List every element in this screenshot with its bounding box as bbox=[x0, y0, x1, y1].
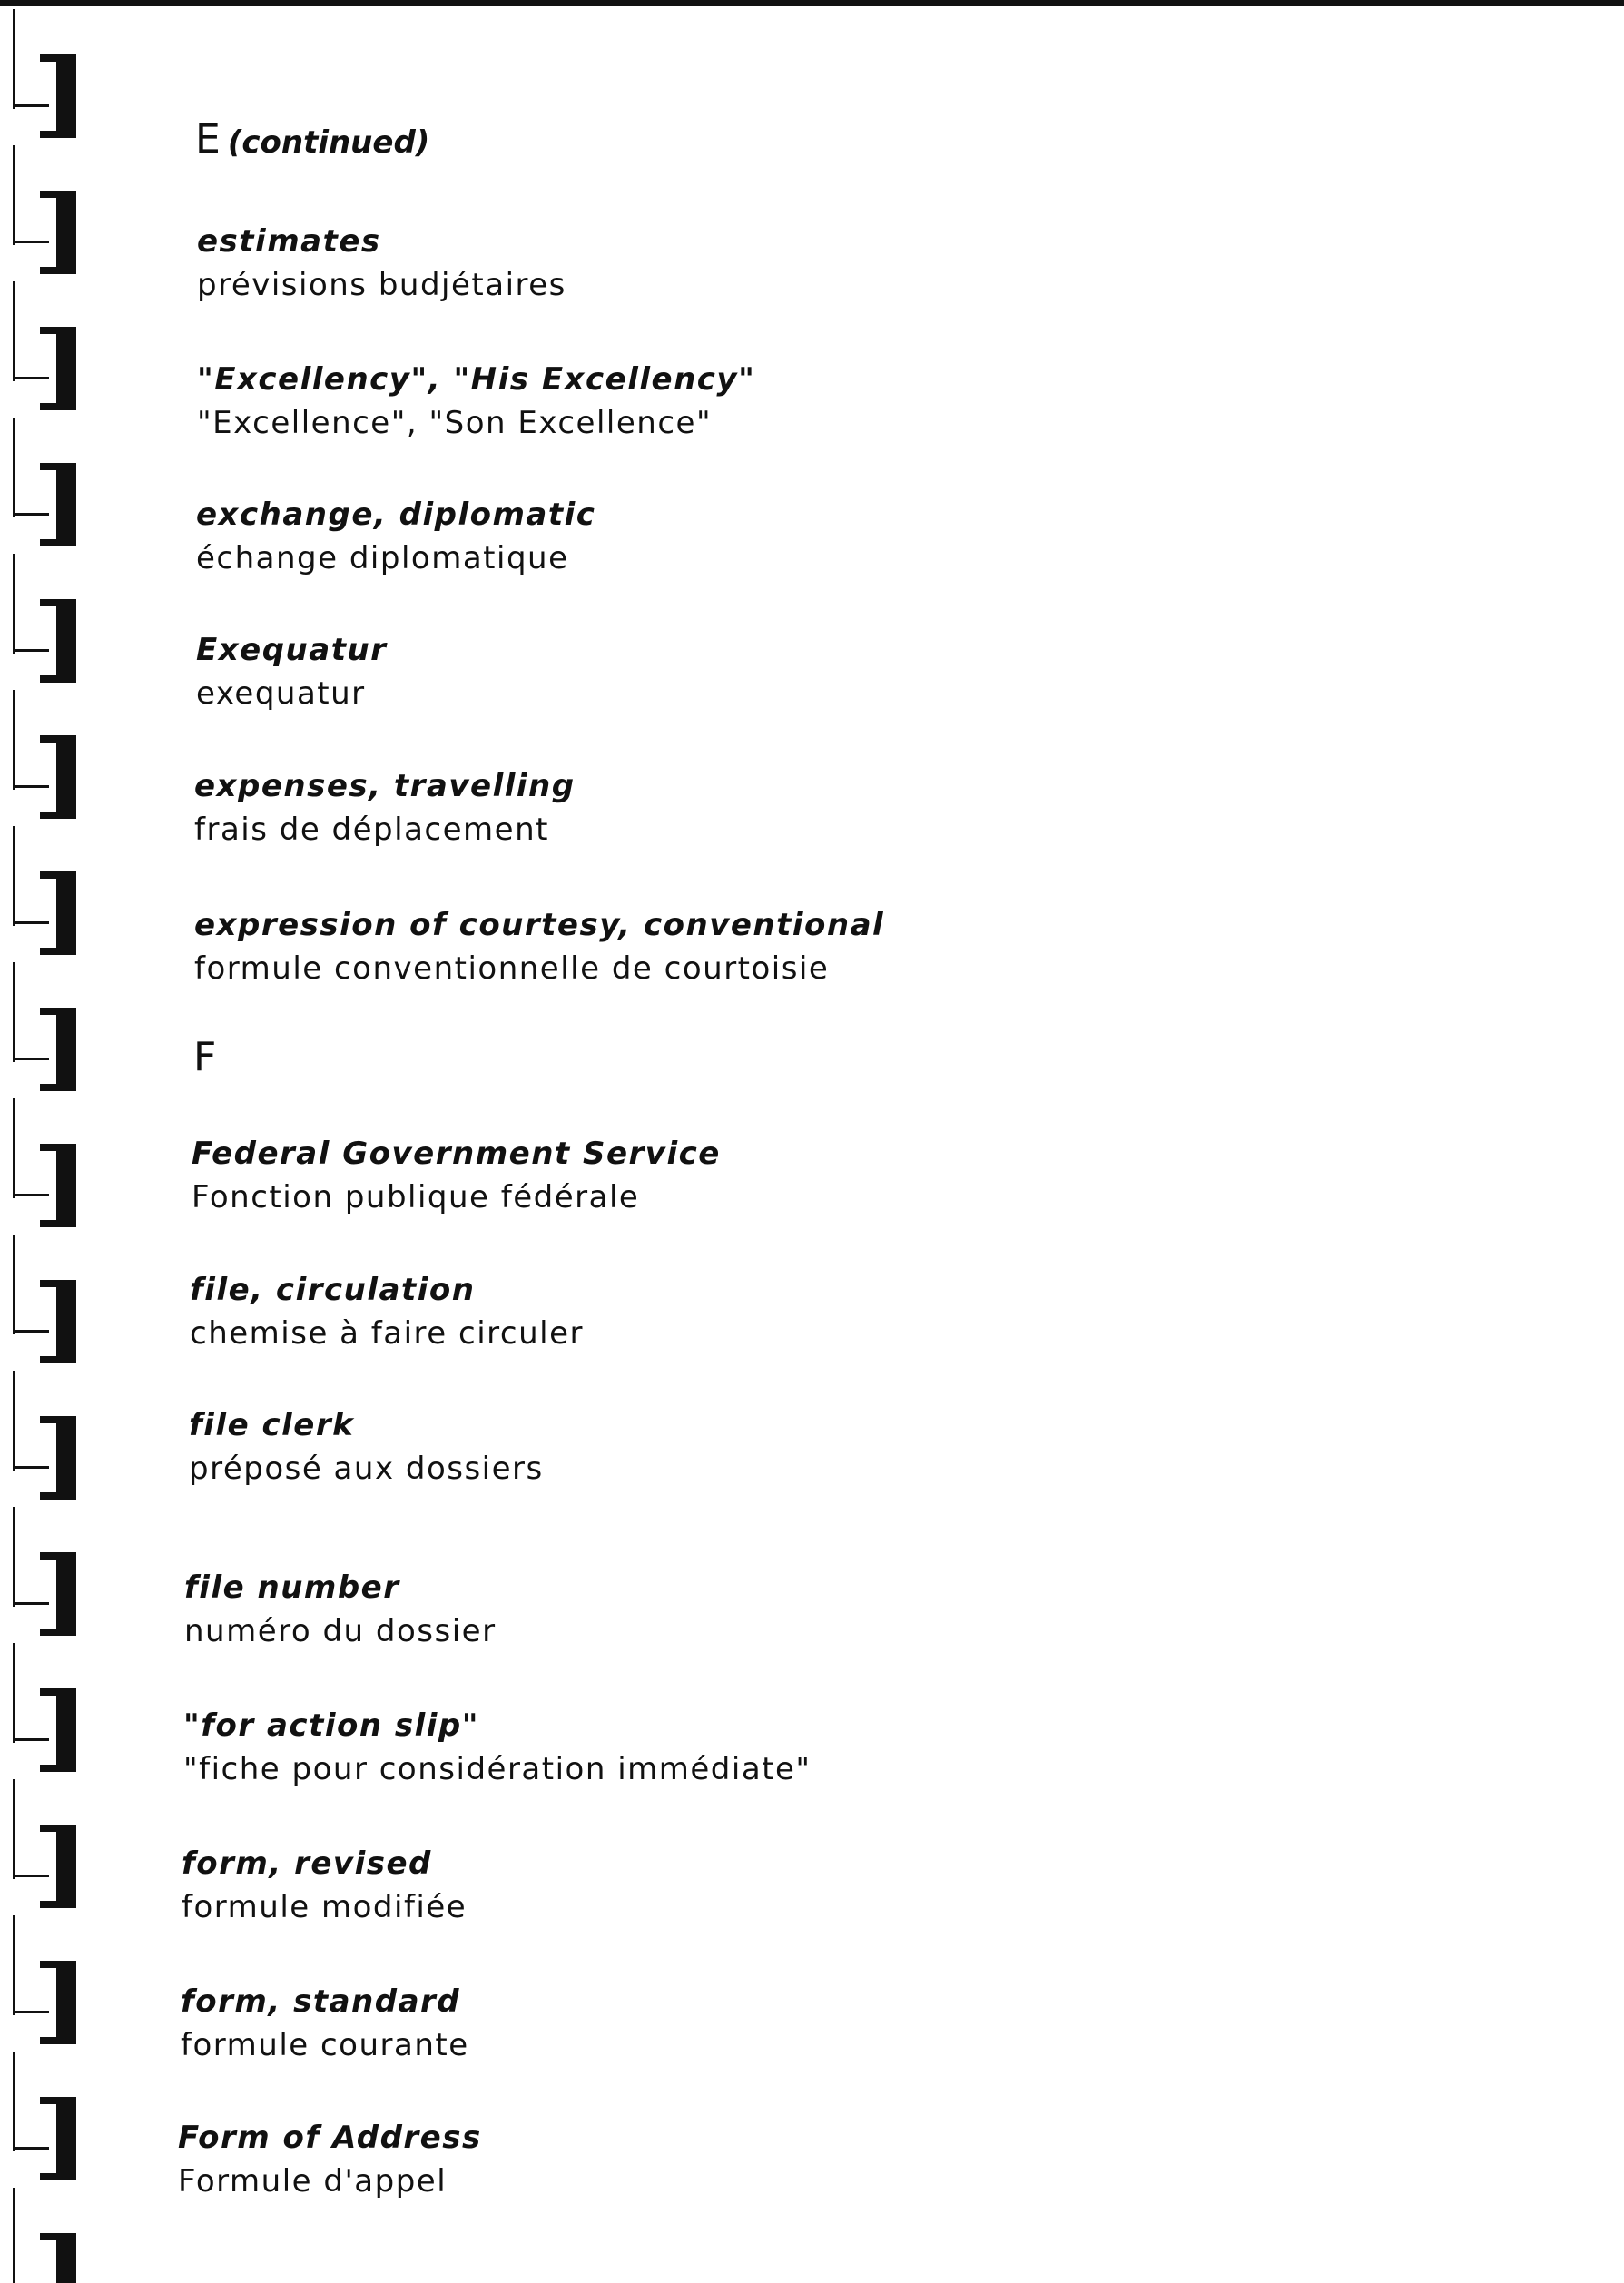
french-term: Fonction publique fédérale bbox=[192, 1179, 640, 1215]
section-heading-f bbox=[193, 1034, 217, 1080]
french-term: échange diplomatique bbox=[196, 540, 569, 576]
french-term: prévisions budjétaires bbox=[197, 267, 566, 303]
english-term: Form of Address bbox=[178, 2120, 482, 2156]
glossary-entry bbox=[197, 220, 566, 307]
english-term: file clerk bbox=[189, 1407, 355, 1443]
english-term: form, revised bbox=[182, 1845, 432, 1882]
english-term: "Excellency", "His Excellency" bbox=[197, 361, 756, 398]
english-term: Federal Government Service bbox=[192, 1136, 721, 1172]
glossary-entry bbox=[194, 764, 576, 851]
glossary-entry bbox=[182, 1842, 467, 1929]
french-term: préposé aux dossiers bbox=[189, 1451, 544, 1487]
glossary-entry bbox=[196, 628, 387, 715]
english-term: exchange, diplomatic bbox=[196, 497, 596, 533]
english-term: expenses, travelling bbox=[194, 768, 576, 804]
glossary-entry bbox=[189, 1403, 544, 1491]
glossary-entry bbox=[183, 1704, 812, 1791]
glossary-entry bbox=[178, 2116, 482, 2203]
glossary-entry bbox=[196, 493, 595, 580]
section-heading-e bbox=[195, 116, 430, 162]
glossary-entry bbox=[192, 1132, 721, 1219]
french-term: chemise à faire circuler bbox=[190, 1315, 584, 1352]
english-term: file number bbox=[184, 1570, 400, 1606]
section-letter: F bbox=[193, 1034, 217, 1080]
english-term: expression of courtesy, conventional bbox=[194, 907, 885, 943]
glossary-entry bbox=[190, 1268, 584, 1355]
glossary-entry bbox=[197, 358, 755, 445]
english-term: "for action slip" bbox=[183, 1707, 479, 1744]
french-term: "Excellence", "Son Excellence" bbox=[197, 405, 713, 441]
english-term: form, standard bbox=[181, 1983, 461, 2020]
french-term: Formule d'appel bbox=[178, 2163, 448, 2199]
french-term: formule courante bbox=[181, 2027, 469, 2063]
french-term: exequatur bbox=[196, 675, 366, 712]
french-term: formule conventionnelle de courtoisie bbox=[194, 950, 830, 987]
section-note: (continued) bbox=[227, 124, 430, 161]
glossary-entry bbox=[181, 1980, 469, 2067]
english-term: file, circulation bbox=[190, 1272, 476, 1308]
glossary-entry bbox=[194, 903, 884, 990]
english-term: estimates bbox=[197, 223, 381, 260]
section-letter: E bbox=[195, 116, 221, 162]
french-term: "fiche pour considération immédiate" bbox=[183, 1751, 812, 1787]
french-term: numéro du dossier bbox=[184, 1613, 497, 1649]
glossary-entry bbox=[184, 1566, 497, 1653]
french-term: formule modifiée bbox=[182, 1889, 468, 1925]
english-term: Exequatur bbox=[196, 632, 388, 668]
french-term: frais de déplacement bbox=[194, 812, 549, 848]
